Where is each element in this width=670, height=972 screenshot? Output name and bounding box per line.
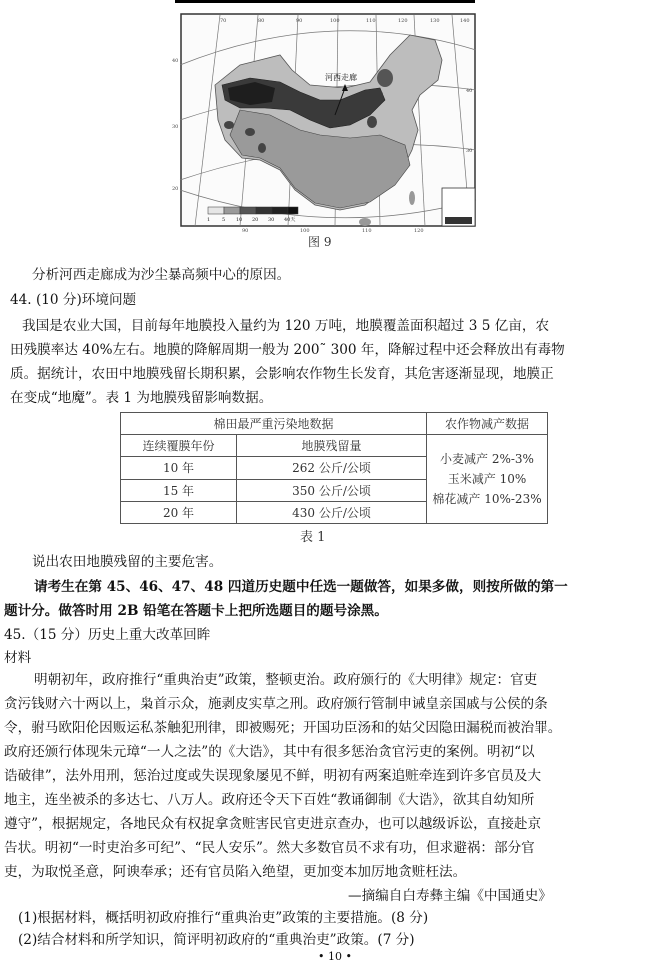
inset-label-bar: [445, 217, 472, 224]
q45-para-line: 遵守”，根据规定，各地民众有权捉拿贪赃害民官吏进京查办，也可以越级诉讼，直接赴京: [4, 816, 542, 832]
tibet-patch-3: [258, 143, 266, 153]
source-citation: —摘编自白寿彝主编《中国通史》: [348, 888, 552, 904]
table-caption: 表 1: [300, 530, 326, 545]
yield-loss-item: 棉花减产 10%-23%: [432, 492, 542, 507]
lat-label: 40: [466, 88, 473, 94]
top-rule: [175, 0, 475, 3]
q45-para-line: 令，驸马欧阳伦因贩运私茶触犯刑律，即被赐死；开国功臣汤和的姑父因隐田漏税而被治罪。: [4, 720, 562, 736]
col-header-years: 连续覆膜年份: [121, 435, 237, 457]
lat-label: 30: [466, 148, 473, 154]
east-dark-patch: [367, 116, 377, 128]
lon-label: 90: [242, 228, 249, 234]
q44-para-line: 在变成“地魔”。表 1 为地膜残留影响数据。: [10, 390, 273, 406]
q45-para-line: 贪污钱财六十两以上，枭首示众，施剥皮实草之刑。政府颁行管制申诫皇亲国戚与公侯的条: [4, 696, 548, 712]
question-1: (1)根据材料，概括明初政府推行“重典治吏”政策的主要措施。(8 分): [18, 910, 429, 926]
map-svg: [172, 10, 476, 234]
lon-label: 120: [414, 228, 424, 234]
q44-prompt: 说出农田地膜残留的主要危害。: [32, 554, 223, 570]
q43-prompt: 分析河西走廊成为沙尘暴高频中心的原因。: [32, 267, 291, 283]
notice-line: 题计分。做答时用 2B 铅笔在答题卡上把所选题目的题号涂黑。: [4, 603, 388, 619]
legend-tick: 20: [252, 217, 259, 223]
legend-tick: 10: [236, 217, 243, 223]
lon-label: 140: [460, 18, 470, 24]
lon-label: 120: [398, 18, 408, 24]
dust-storm-map: [172, 10, 476, 234]
lon-label: 130: [430, 18, 440, 24]
residue-cell: 262 公斤/公顷: [237, 457, 427, 479]
hainan: [359, 218, 371, 226]
yield-loss-item: 玉米减产 10%: [447, 472, 527, 487]
q45-para-line: 吏，为取悦圣意，阿谀奉承；还有官员陷入绝望，更加变本加厉地贪赃枉法。: [4, 864, 467, 880]
legend-tick: 5: [222, 217, 226, 223]
tibet-patch-1: [224, 121, 234, 129]
lat-label: 20: [172, 186, 179, 192]
table-1: [120, 412, 548, 524]
yield-loss-item: 小麦减产 2%-3%: [440, 452, 534, 467]
lon-label: 80: [258, 18, 265, 24]
residue-cell: 350 公斤/公顷: [237, 479, 427, 501]
years-cell: 20 年: [121, 501, 237, 523]
lat-label: 30: [172, 124, 179, 130]
lat-label: 40: [172, 58, 179, 64]
years-cell: 15 年: [121, 479, 237, 501]
material-label: 材料: [4, 650, 32, 666]
q45-para-line: 政府还颁行体现朱元璋“一人之法”的《大诰》，其中有很多惩治贪官污吏的案例。明初“以: [4, 744, 535, 760]
legend-tick: 30: [268, 217, 275, 223]
residue-cell: 430 公斤/公顷: [237, 501, 427, 523]
q45-title: 45.（15 分）历史上重大改革回眸: [4, 627, 211, 643]
page-number: • 10 •: [318, 950, 352, 963]
lon-label: 110: [362, 228, 372, 234]
question-2: (2)结合材料和所学知识，简评明初政府的“重典治吏”政策。(7 分): [18, 932, 415, 948]
lon-label: 70: [220, 18, 227, 24]
lon-label: 110: [366, 18, 376, 24]
yield-loss-cell: [427, 435, 548, 524]
legend-tick: 1: [207, 217, 211, 223]
q44-para-line: 我国是农业大国，目前每年地膜投入量约为 120 万吨，地膜覆盖面积超过 3 5 亿亩，农: [22, 318, 550, 334]
q44-para-line: 田残膜率达 40%左右。地膜的降解周期一般为 200˜ 300 年，降解过程中还会释放出有毒物: [10, 342, 565, 358]
lon-label: 90: [296, 18, 303, 24]
ne-dark-patch: [377, 69, 393, 87]
left-header: 棉田最严重污染地数据: [121, 413, 427, 435]
q44-para-line: 质。据统计，农田中地膜残留长期积累，会影响农作物生长发育，其危害逐渐显现，地膜正: [10, 366, 554, 382]
legend-tick: 40天: [284, 217, 296, 223]
north-dark-patch: [369, 89, 383, 101]
figure-caption: 图 9: [308, 235, 332, 249]
notice-line: 请考生在第 45、46、47、48 四道历史题中任选一题做答，如果多做，则按所做的第一: [34, 579, 568, 595]
right-header: 农作物减产数据: [427, 413, 548, 435]
tibet-patch-2: [245, 128, 255, 136]
q45-para-line: 诰破律”，法外用刑，惩治过度或失误现象屡见不鲜，明初有两案追赃牵连到许多官员及大: [4, 768, 542, 784]
q44-title: 44. (10 分)环境问题: [10, 292, 137, 308]
lon-label: 100: [300, 228, 310, 234]
q45-para-line: 告状。明初“一时吏治多可纪”、“民人安乐”。然大多数官员不求有功，但求避祸：部分官: [4, 840, 535, 856]
lon-label: 100: [330, 18, 340, 24]
col-header-residue: 地膜残留量: [237, 435, 427, 457]
q45-para-line: 明朝初年，政府推行“重典治吏”政策，整顿吏治。政府颁行的《大明律》规定：官吏: [34, 672, 538, 688]
q45-para-line: 地主，连坐被杀的多达七、八万人。政府还令天下百姓“教诵御制《大诰》，欲其自幼知所: [4, 792, 535, 808]
taiwan: [409, 191, 415, 205]
hexi-corridor-label: 河西走廊: [325, 73, 357, 82]
years-cell: 10 年: [121, 457, 237, 479]
